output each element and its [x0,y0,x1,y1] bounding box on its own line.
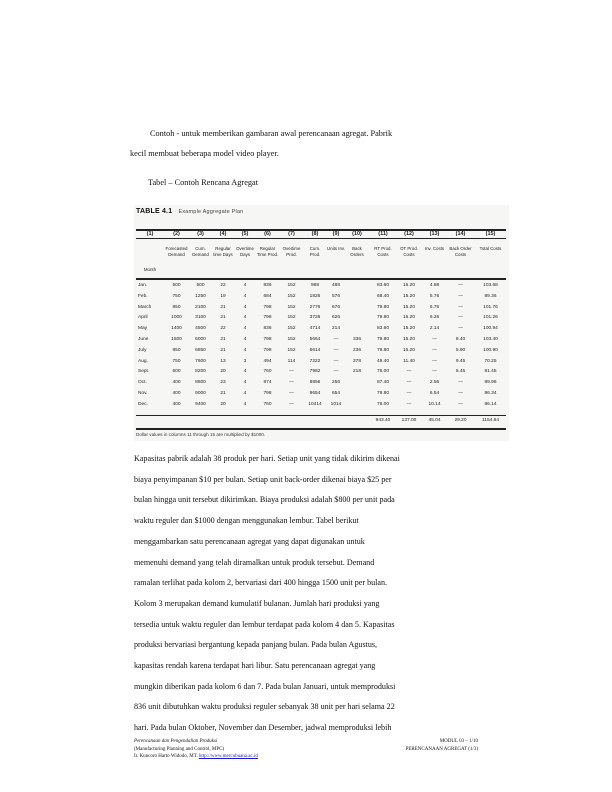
table-cell: 79.80 [376,337,389,342]
table-column-header: Back Order Costs [449,246,472,257]
body-line: 836 unit dibutuhkan waktu produksi reguler sebanyak 38 unit per hari selama 22 [134,702,395,712]
table-cell: — [458,401,463,407]
table-cell: 9.45 [455,358,466,364]
table-cell: 750 [172,358,181,364]
table-cell: 2.14 [429,326,440,332]
table-cell: 626 [331,315,340,321]
table-cell: 400 [172,380,181,386]
intro-line-2: kecil membuat beberapa model video player. [130,149,279,158]
table-cell: 798 [263,391,272,396]
table-cell: 2100 [195,304,206,310]
table-cell: 836 [263,326,272,332]
table-cell: 1826 [309,293,321,299]
table-cell: 4.88 [429,283,440,288]
body-line: hari. Pada bulan Oktober, November dan Desember, jadwal memproduksi lebih [134,723,392,733]
table-column-header: Back Orders [350,246,364,257]
table-cell: 760 [263,401,272,407]
table-cell: 152 [287,326,296,332]
table-cell: 89.36 [484,293,497,299]
table-cell: 4 [243,326,247,332]
table-column-number: (1) [146,231,154,237]
table-column-number: (9) [332,231,340,237]
table-cell: 676 [331,304,340,310]
table-cell: 760 [263,369,272,375]
table-column-number: (5) [241,231,249,237]
table-cell: — [289,380,294,386]
table-cell: 6.54 [429,391,440,396]
table-column-header: Regular time Days [213,246,233,257]
table-cell: 9000 [195,391,206,396]
table-cell: 3726 [309,315,321,321]
table-cell: 5.45 [455,369,466,375]
table-cell: 152 [287,304,296,310]
table-row-month: Oct. [138,380,147,386]
table-cell: 49.40 [376,358,389,364]
table-cell: — [289,391,294,396]
table-cell: 1400 [171,326,182,332]
table-cell: 15.20 [402,315,415,321]
table-cell: 6850 [195,347,206,353]
table-cell: 101.76 [483,304,498,310]
table-cell: 100.90 [483,347,498,353]
table-title-text: Example Aggregate Plan [178,209,244,215]
table-cell: 10.14 [428,401,441,407]
table-cell: — [432,347,437,353]
table-cell: — [333,369,339,375]
table-cell: 22 [220,283,226,288]
table-cell: 600 [172,369,181,375]
table-cell: 336 [352,337,361,342]
table-cell: 79.80 [376,391,389,396]
table-cell: 70.25 [484,358,497,364]
table-cell: 89.96 [484,380,497,386]
table-cell: 7982 [309,369,321,375]
table-column-header: Forecasted Demand [165,246,188,257]
footer-course-subtitle: (Manufacturing Planning and Control, MPC) [134,746,225,752]
table-cell: 798 [263,337,272,342]
footer-author-name: Ir. Kuncoro Harto Widodo, MT. [134,754,199,759]
table-row-month: May [138,326,148,332]
table-cell: 5.90 [455,347,466,353]
table-rule-header [136,278,506,280]
table-cell: 5664 [309,337,321,342]
table-cell: 79.80 [376,304,389,310]
table-cell: 1000 [171,315,182,321]
table-cell: 103.40 [483,337,498,342]
table-cell: 76.00 [376,369,389,375]
table-cell: — [406,380,412,386]
table-cell: 101.26 [483,315,498,321]
intro-paragraph [130,124,475,164]
table-cell: 86.14 [484,401,497,407]
table-row-month: Sept. [138,369,150,375]
table-cell: 21 [220,347,226,353]
table-rule-colnums [136,238,506,239]
table-cell: 218 [352,369,361,375]
table-cell: 20 [220,401,226,407]
table-cell: 6000 [195,337,206,342]
table-cell: 20 [220,369,226,375]
footer-author [134,753,258,761]
table-row-month: Nov. [138,391,148,396]
body-line: ramalan terlihat pada kolom 2, bervariasi dari 400 hingga 1500 unit per bulan. [134,578,388,588]
table-cell: 152 [287,293,296,299]
table-column-number: (6) [264,231,271,237]
table-cell: — [432,369,437,375]
table-cell: — [432,337,437,342]
table-cell: 4 [243,315,247,321]
body-line: mungkin diberikan pada kolom 6 dan 7. Pada bulan Januari, untuk memproduksi [134,681,396,691]
table-cell: 4 [243,337,247,342]
table-cell: 798 [263,315,272,321]
table-cell: 86.34 [484,391,497,396]
table-cell: 81.45 [484,369,497,375]
table-cell: 4500 [195,326,206,332]
table-cell: 76.00 [376,401,389,407]
table-column-number: (12) [404,231,414,237]
table-total-cell: 45.04 [428,418,441,423]
body-line: tersedia untuk waktu reguler dan lembur terdapat pada kolom 4 dan 5. Kapasitas [134,619,395,629]
table-cell: 152 [287,315,296,321]
table-cell: 236 [352,347,361,353]
table-column-header: Units Inv. [327,246,345,251]
table-cell: 152 [287,347,296,353]
body-line: bulan hingga unit tersebut dikirimkan. Biaya produksi adalah $800 per unit pada [134,495,395,505]
table-cell: 79.80 [376,315,389,321]
table-cell: 684 [263,293,272,299]
table-cell: 19 [220,293,226,299]
table-cell: 8.40 [455,337,466,342]
table-column-header: RT Prod. Costs [374,246,392,257]
table-row-month: Dec. [138,401,148,407]
table-cell: 9654 [309,391,321,396]
table-column-header: Overtime Days [236,246,254,257]
table-cell: 4 [243,391,247,396]
table-cell: 15.20 [402,283,415,288]
table-cell: — [406,369,412,375]
footer-module-title: PERENCANAAN AGREGAT (1/3) [405,746,478,752]
table-cell: — [458,293,463,299]
table-cell: 15.20 [402,347,415,353]
table-column-header: Overtime Prod. [282,246,301,257]
table-cell: 6.76 [429,304,440,310]
table-row-month: June [138,337,149,342]
table-column-header: Cum. Prod. [309,246,321,257]
table-cell: 83.60 [376,326,389,332]
table-cell: — [333,358,339,364]
table-column-number: (15) [485,231,496,237]
table-cell: — [458,304,463,310]
table-cell: 4 [243,401,247,407]
table-cell: — [333,347,339,353]
table-column-header: Month [143,267,157,272]
table-cell: 400 [172,391,181,396]
table-cell: 103.68 [483,283,498,288]
footer-module-number: MODUL 03 – 1/10 [439,739,478,744]
table-total-cell: 1154.64 [482,418,499,423]
table-cell: 83.60 [376,283,389,288]
body-line: biaya penyimpanan $10 per bulan. Setiap unit back-order dikenai biaya $25 per [134,474,392,484]
table-column-number: (8) [311,231,319,237]
table-cell: 11.40 [403,358,415,364]
footer-course-title: Perencanaan dan Pengendalian Produksi [134,739,218,744]
table-column-header: Regular Time Prod. [256,246,279,257]
table-column-number: (4) [219,231,227,237]
table-cell: 3100 [195,315,206,321]
table-cell: 4714 [309,326,321,332]
table-cell: — [458,380,463,386]
scanned-aggregate-plan-table [134,205,509,441]
table-row-month: March [138,304,152,310]
table-row-month: Jan. [138,283,148,288]
table-cell: 21 [220,315,226,321]
table-column-number: (11) [378,231,388,237]
table-cell: — [432,358,437,364]
table-cell: 798 [263,304,272,310]
table-total-cell: 137.00 [401,418,417,423]
intro-line-1: Contoh - untuk memberikan gambaran awal perencanaan agregat. Pabrik [150,129,393,138]
table-column-number: (14) [455,231,466,237]
table-rule-totals [136,415,506,416]
body-line: waktu reguler dan $1000 dengan menggunakan lembur. Tabel berikut [134,516,359,526]
table-column-header: Cum. Demand [192,246,209,257]
body-line: menggambarkan satu perencanaan agregat yang dapat digunakan untuk [134,536,365,546]
table-cell: 256 [331,380,340,386]
table-cell: — [406,401,412,407]
table-cell: 21 [220,304,226,310]
table-cell: 8600 [195,380,206,386]
table-cell: 6.26 [429,315,440,321]
table-cell: 1014 [330,401,342,407]
table-cell: 114 [287,358,296,364]
table-cell: 6614 [309,347,321,353]
body-line: memenuhi demand yang telah diramalkan untuk produk tersebut. Demand [134,557,375,567]
table-cell: 8200 [195,369,206,375]
table-cell: 2776 [309,304,321,310]
body-line: Kolom 3 merupakan demand kumulatif bulanan. Jumlah hari produksi yang [134,598,380,608]
table-cell: — [289,401,294,407]
table-cell: 1500 [171,337,182,342]
body-line: kapasitas rendah karena terdapat hari libur. Satu perencanaan agregat yang [134,661,376,671]
table-row-month: July [138,347,147,353]
footer-left [134,738,258,761]
table-cell: 378 [352,358,361,364]
table-cell: — [289,369,294,375]
table-cell: 15.20 [402,337,415,342]
table-cell: 7600 [195,358,206,364]
table-cell: 576 [331,293,340,299]
table-row-month: Aug. [138,358,148,364]
table-cell: 87.40 [376,380,389,386]
table-cell: 500 [172,283,181,288]
table-cell: 7222 [309,358,321,364]
table-cell: 8856 [309,380,321,386]
table-cell: 2.56 [429,380,440,386]
table-cell: — [406,391,412,396]
table-cell: 4 [243,293,247,299]
table-cell: 13 [220,358,226,364]
table-cell: 214 [331,326,340,332]
table-cell: 10414 [308,401,322,407]
table-cell: 9400 [195,401,206,407]
table-row-month: Feb. [138,293,148,299]
table-cell: — [458,283,463,288]
table-column-number: (7) [288,231,295,237]
table-cell: 152 [287,337,296,342]
table-cell: 4 [243,380,247,386]
body-line: Kapasitas pabrik adalah 38 produk per hari. Setiap unit yang tidak dikirim dikenai [134,454,400,463]
table-cell: 21 [220,391,226,396]
table-cell: — [333,337,339,342]
table-cell: 798 [263,347,272,353]
table-column-number: (2) [173,231,180,237]
table-cell: 488 [331,283,340,288]
table-cell: 21 [220,337,226,342]
table-column-number: (3) [197,231,204,237]
footer-website-link[interactable]: http://www.mercubuana.ac.id [198,754,258,759]
table-cell: 654 [331,391,340,396]
table-cell: 4 [243,347,247,353]
table-row-month: April [138,315,148,321]
table-title [136,208,243,215]
body-line: produksi bervariasi bergantung kepada panjang bulan. Pada bulan Agustus, [134,640,378,650]
table-cell: 4 [243,283,247,288]
table-label: TABLE 4.1 [136,208,173,215]
table-cell: 22 [220,326,226,332]
table-cell: 15.20 [402,326,415,332]
table-cell: 494 [263,358,272,364]
table-cell: 15.20 [402,293,415,299]
table-cell: 3 [243,358,247,364]
table-cell: 850 [172,304,181,310]
table-total-cell: 943.40 [375,418,391,423]
table-cell: 68.40 [376,293,389,299]
table-cell: 23 [220,380,226,386]
table-column-number: (10) [352,231,362,237]
table-footnote: Dollar values in columns 11 through 15 are multiplied by $1000. [136,432,266,437]
table-cell: 850 [172,347,181,353]
footer-right [406,738,478,753]
table-cell: — [458,391,463,396]
table-cell: — [458,326,463,332]
table-total-cell: 29.20 [454,418,467,423]
table-cell: 4 [243,304,247,310]
table-cell: 100.94 [483,326,498,332]
table-cell: 400 [172,401,181,407]
table-cell: 874 [263,380,272,386]
table-column-header: OT Prod. Costs [400,246,418,257]
table-cell: — [458,315,463,321]
body-paragraph [134,449,474,739]
table-cell: 836 [263,283,272,288]
table-cell: 988 [310,283,319,288]
table-cell: 500 [196,283,205,288]
table-cell: 79.80 [376,347,389,353]
table-column-number: (13) [429,231,440,237]
table-rule-bottom [136,428,506,430]
table-cell: 5.76 [429,293,440,299]
table-cell: 4 [243,369,247,375]
table-cell: 152 [287,283,296,288]
table-caption: Tabel – Contoh Rencana Agregat [148,178,259,187]
table-column-header: Inv. Costs [424,246,445,251]
table-column-header: Total Costs [479,246,502,251]
table-cell: 1250 [195,293,206,299]
table-cell: 15.20 [402,304,415,310]
table-cell: 750 [172,293,181,299]
